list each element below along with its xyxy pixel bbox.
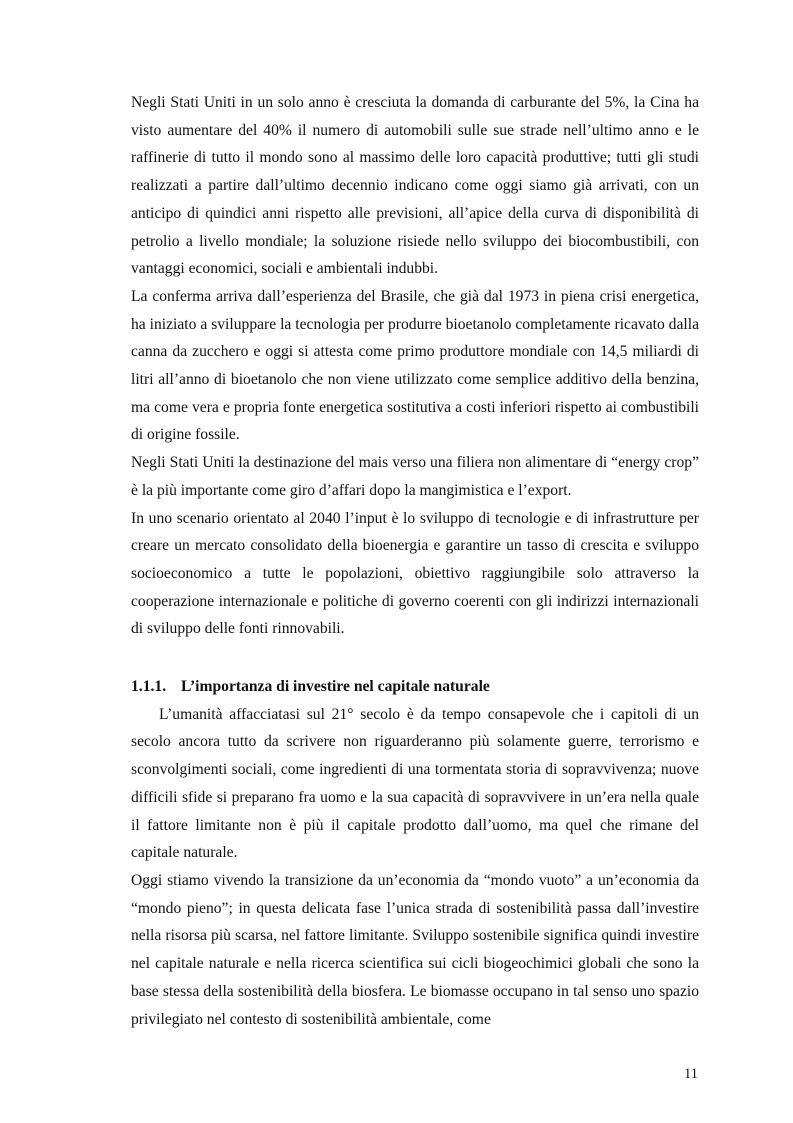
page-body [131, 89, 699, 1033]
page-number: 11 [684, 1066, 698, 1082]
section-heading [131, 673, 699, 701]
paragraph-brazil: La conferma arriva dall’esperienza del Brasile, che già dal 1973 in piena crisi energetica, ha iniziato a sviluppare la tecnologia per produrre bioetanolo completamente ricavato dalla canna da zucchero e oggi si attesta come primo produttore mondiale con 14,5 miliardi di litri all’anno di bioetanolo che non viene utilizzato come semplice additivo della benzina, ma come vera e propria fonte energetica sostitutiva a costi inferiori rispetto ai combustibili di origine fossile. [131, 287, 699, 444]
paragraph-humanity: L’umanità affacciatasi sul 21° secolo è da tempo consapevole che i capitoli di un secolo ancora tutto da scrivere non riguarderanno più solamente guerre, terrorismo e sconvolgimenti sociali, come ingredienti di una tormentata storia di sopravvivenza; nuove difficili sfide si preparano fra uomo e la sua capacità di sopravvivere in un’era nella quale il fattore limitante non è più il capitale prodotto dall’uomo, ma quel che rimane del capitale naturale. [131, 705, 699, 862]
section-title: L’importanza di investire nel capitale naturale [181, 678, 490, 696]
paragraph-energy-crop: Negli Stati Uniti la destinazione del mais verso una filiera non alimentare di “energy crop” è la più importante come giro d’affari dopo la mangimistica e l’export. [131, 454, 699, 499]
section-number: 1.1.1. [131, 678, 167, 696]
paragraph-scenario-2040: In uno scenario orientato al 2040 l’input è lo sviluppo di tecnologie e di infrastrutture per creare un mercato consolidato della bioenergia e garantire un tasso di crescita e sviluppo socioeconomico a tutte le popolazioni, obiettivo raggiungibile solo attraverso la cooperazione internazionale e politiche di governo coerenti con gli indirizzi internazionali di sviluppo delle fonti rinnovabili. [131, 509, 699, 638]
paragraph-transition: Oggi stiamo vivendo la transizione da un’economia da “mondo vuoto” a un’economia da “mondo pieno”; in questa delicata fase l’unica strada di sostenibilità passa dall’investire nella risorsa più scarsa, nel fattore limitante. Sviluppo sostenibile significa quindi investire nel capitale naturale e nella ricerca scientifica sui cicli biogeochimici globali che sono la base stessa della sostenibilità della biosfera. Le biomasse occupano in tal senso uno spazio privilegiato nel contesto di sostenibilità ambientale, come [131, 871, 699, 1028]
paragraph-fuel-demand: Negli Stati Uniti in un solo anno è cresciuta la domanda di carburante del 5%, la Cina ha visto aumentare del 40% il numero di automobili sulle sue strade nell’ultimo anno e le raffinerie di tutto il mondo sono al massimo delle loro capacità produttive; tutti gli studi realizzati a partire dall’ultimo decennio indicano come oggi siamo già arrivati, con un anticipo di quindici anni rispetto alle previsioni, all’apice della curva di disponibilità di petrolio a livello mondiale; la soluzione risiede nello sviluppo dei biocombustibili, con vantaggi economici, sociali e ambientali indubbi. [131, 94, 699, 278]
